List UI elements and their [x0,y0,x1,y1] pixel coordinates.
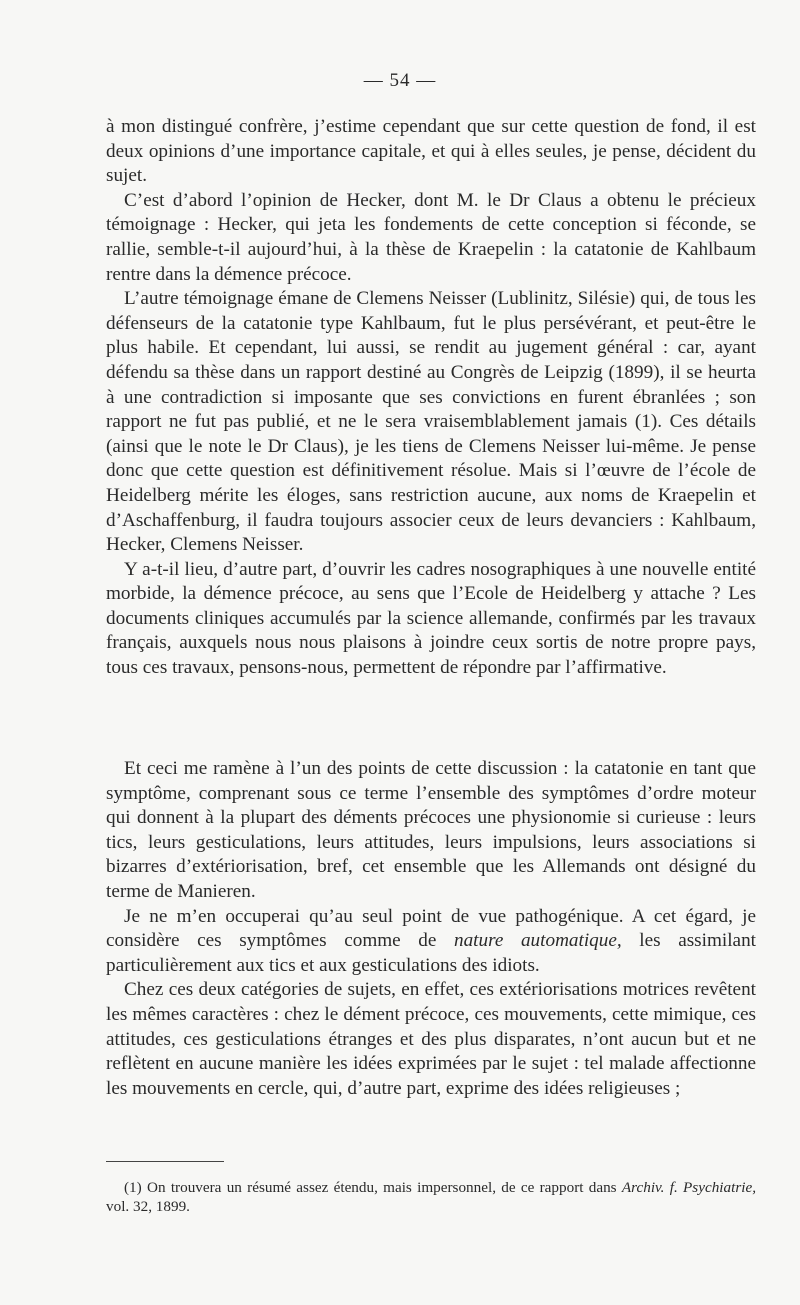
paragraph-2: C’est d’abord l’opinion de Hecker, dont M. le Dr Claus a obtenu le précieux témoignage : Hecker, qui jeta les fondements de cette conception si féconde, se rallie, semble-t-il aujourd’hui, à la thèse de Kraepelin : la catatonie de Kahlbaum rentre dans la démence précoce. [106,189,756,285]
footnote-body: On trouvera un résumé assez étendu, mais impersonnel, de ce rapport dans [141,1179,622,1196]
footnote-citation: Archiv. f. Psychiatrie, [621,1179,756,1196]
paragraph-6 [106,905,756,979]
page-number: — 54 — [363,70,437,91]
paragraph-6-end: les assimilant particulièrement aux tics et aux gesticulations des idiots. [106,930,756,976]
paragraph-5: Et ceci me ramène à l’un des points de cette discussion : la catatonie en tant que symptôme, comprenant sous ce terme l’ensemble des symptômes d’ordre moteur qui donnent à la plupart des déments précoces une physionomie si curieuse : leurs tics, leurs gesticulations, leurs attitudes, leurs impulsions, leurs associations si bizarres d’extériorisation, bref, cet ensemble que les Allemands ont désigné du terme de Manieren. [106,758,756,902]
italic-phrase: nature automatique, [453,930,622,952]
main-text-section-1 [106,115,756,681]
footnote-end: vol. 32, 1899. [106,1198,190,1215]
paragraph-7: Chez ces deux catégories de sujets, en effet, ces extériorisations motrices revêtent les mêmes caractères : chez le dément précoce, ces mouvements, cette mimique, ces attitudes, ces gesticulations étranges et des plus disparates, n’ont aucun but et ne reflètent en aucune manière les idées exprimées par le sujet : tel malade affectionne les mouvements en cercle, qui, d’autre part, exprime des idées religieuses ; [106,979,756,1099]
footnote-divider [106,1161,224,1162]
paragraph-3: L’autre témoignage émane de Clemens Neisser (Lublinitz, Silésie) qui, de tous les défenseurs de la catatonie type Kahlbaum, fut le plus persévérant, et peut-être le plus habile. Et cependant, lui aussi, se rendit au jugement général : car, ayant défendu sa thèse dans un rapport destiné au Congrès de Leipzig (1899), il se heurta à une contradiction si imposante que ses convictions en furent ébranlées ; son rapport ne fut pas publié, et ne le sera vraisemblablement jamais (1). Ces détails (ainsi que le note le Dr Claus), je les tiens de Clemens Neisser lui-même. Je pense donc que cette question est définitivement résolue. Mais si l’œuvre de l’école de Heidelberg mérite les éloges, sans restriction aucune, aux noms de Kraepelin et d’Aschaffenburg, il faudra toujours associer ceux de leurs devanciers : Kahlbaum, Hecker, Clemens Neisser. [106,288,756,556]
main-text-section-2 [106,757,756,1101]
footnote [106,1178,756,1216]
footnote-text [106,1178,756,1216]
paragraph-4: Y a-t-il lieu, d’autre part, d’ouvrir les cadres nosographiques à une nouvelle entité morbide, la démence précoce, au sens que l’Ecole de Heidelberg y attache ? Les documents cliniques accumulés par la science allemande, confirmés par les travaux français, auxquels nous nous plaisons à joindre ceux sortis de notre propre pays, tous ces travaux, pensons-nous, permettent de répondre par l’affirmative. [106,558,756,679]
footnote-marker: (1) [124,1179,142,1196]
paragraph-1: à mon distingué confrère, j’estime cependant que sur cette question de fond, il est deux opinions d’une importance capitale, et qui à elles seules, je pense, décident du sujet. [106,116,756,187]
paragraph-6-start: Je ne m’en occuperai qu’au seul point de vue pathogénique. A cet égard, je considère ces symptômes comme de [106,905,756,952]
